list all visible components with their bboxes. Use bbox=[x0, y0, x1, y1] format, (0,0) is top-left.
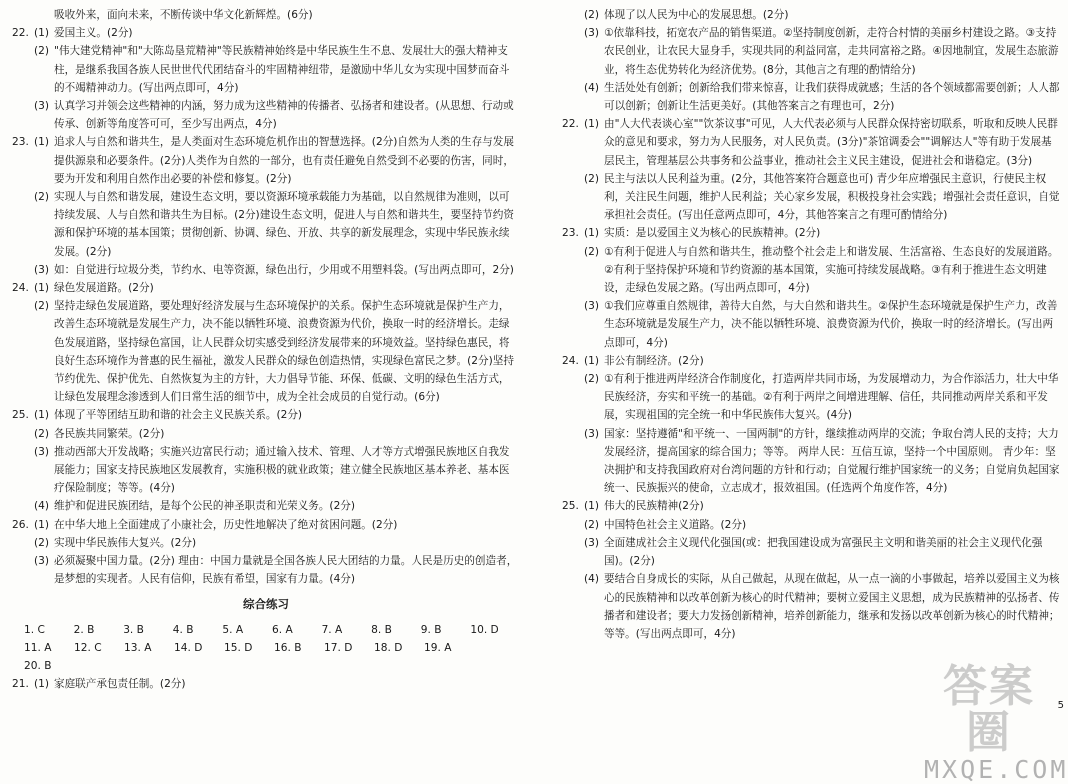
answer-item bbox=[12, 42, 520, 97]
answer-text: 维护和促进民族团结，是每个公民的神圣职责和光荣义务。(2分) bbox=[54, 500, 356, 513]
mc-answer: 19. A bbox=[424, 641, 452, 654]
sub-question-tag: (3) bbox=[34, 263, 50, 276]
sub-question-tag: (3) bbox=[584, 27, 600, 40]
mc-row bbox=[24, 639, 520, 657]
answer-item bbox=[12, 443, 520, 498]
question-number: 23. bbox=[12, 136, 29, 149]
watermark-logo bbox=[924, 661, 1068, 784]
answer-text: ①有利于推进两岸经济合作制度化，打造两岸共同市场，为发展增动力，为合作添活力，壮大中华民族经济，夯实和平统一的基础。②有利于两岸之间增进理解、信任，共同推动两岸关系和平发展，实现祖国的完全统一和中华民族伟大复兴。(4分) bbox=[604, 373, 1059, 422]
sub-question-tag: (2) bbox=[584, 245, 600, 258]
answer-text: 实质：是以爱国主义为核心的民族精神。(2分) bbox=[604, 227, 821, 240]
answer-item bbox=[562, 534, 1062, 570]
answer-item bbox=[12, 552, 520, 588]
question-number: 26. bbox=[12, 518, 29, 531]
sub-question-tag: (2) bbox=[584, 172, 600, 185]
mc-answer: 2. B bbox=[73, 623, 95, 636]
answer-item bbox=[12, 6, 520, 24]
answer-text: 体现了平等团结互助和谐的社会主义民族关系。(2分) bbox=[54, 409, 303, 422]
left-column bbox=[12, 6, 520, 693]
answer-item bbox=[562, 79, 1062, 115]
sub-question-tag: (3) bbox=[584, 536, 600, 549]
sub-question-tag: (1) bbox=[34, 678, 50, 691]
mc-answer: 18. D bbox=[374, 641, 403, 654]
sub-question-tag: (3) bbox=[584, 300, 600, 313]
question-number: 22. bbox=[12, 27, 29, 40]
answer-item bbox=[562, 370, 1062, 425]
sub-question-tag: (2) bbox=[34, 536, 50, 549]
sub-question-tag: (1) bbox=[584, 227, 600, 240]
mc-answer: 3. B bbox=[123, 623, 144, 636]
answer-text: 必须凝聚中国力量。(2分) 理由：中国力量就是全国各族人民大团结的力量。人民是历史的创造者，是梦想的实现者。人民有信仰，民族有希望，国家有力量。(4分) bbox=[54, 555, 518, 586]
sub-question-tag: (3) bbox=[34, 555, 50, 568]
answer-item bbox=[562, 425, 1062, 498]
multiple-choice-answers bbox=[12, 621, 520, 676]
mc-answer: 10. D bbox=[470, 623, 499, 636]
answer-text: 追求人与自然和谐共生，是人类面对生态环境危机作出的智慧选择。(2分)自然为人类的生存与发展提供源泉和必要条件。(2分)人类作为自然的一部分，也有责任避免自然受到不必要的伤害，同时，要为开发和利用自然作出必要的补偿和修复。(2分) bbox=[54, 136, 514, 185]
answer-text: 实现中华民族伟大复兴。(2分) bbox=[54, 536, 197, 549]
answer-text: 认真学习并领会这些精神的内涵，努力成为这些精神的传播者、弘扬者和建设者。(从思想、行动或传承、创新等角度答可可，至少写出两点，4分) bbox=[54, 100, 514, 131]
answer-text: 在中华大地上全面建成了小康社会，历史性地解决了绝对贫困问题。(2分) bbox=[54, 518, 398, 531]
answer-text: 由"人大代表谈心室""饮茶议事"可见，人大代表必须与人民群众保持密切联系，听取和反映人民群众的意见和要求，努力为人民服务，对人民负责。(3分)"茶馆调委会""调解达人"等有助于发展基层民主，管理基层公共事务和公益事业，推动社会主义民主建设，促进社会和谐稳定。(3分) bbox=[604, 118, 1058, 167]
sub-question-tag: (3) bbox=[34, 100, 50, 113]
mc-answer: 14. D bbox=[174, 641, 203, 654]
sub-question-tag: (1) bbox=[584, 118, 600, 131]
watermark-url: MXQE.COM bbox=[924, 755, 1068, 784]
answer-item bbox=[12, 279, 520, 297]
answer-item bbox=[562, 352, 1062, 370]
watermark-title: 答案圈 bbox=[943, 661, 1035, 758]
sub-question-tag: (1) bbox=[34, 27, 50, 40]
sub-question-tag: (2) bbox=[34, 427, 50, 440]
answer-item bbox=[12, 133, 520, 188]
question-number: 24. bbox=[12, 282, 29, 295]
answer-item bbox=[12, 425, 520, 443]
answer-item bbox=[562, 115, 1062, 170]
question-number: 21. bbox=[12, 678, 29, 691]
answer-item bbox=[562, 24, 1062, 79]
answer-text: 民主与法以人民利益为重。(2分，其他答案符合题意也可) 青少年应增强民主意识，行使民主权利，关注民生问题，维护人民利益；关心家乡发展，积极投身社会实践；增强社会责任意识，自觉承担社会责任。(写出任意两点即可，4分，其他答案言之有理可酌情给分) bbox=[604, 172, 1060, 222]
answer-text: ①我们应尊重自然规律，善待大自然，与大自然和谐共生。②保护生态环境就是保护生产力，改善生态环境就是发展生产力，决不能以牺牲环境、浪费资源为代价，换取一时的经济增长。(写出两点即可，4分) bbox=[604, 300, 1058, 349]
answer-item bbox=[562, 224, 1062, 242]
answer-text: 推动西部大开发战略；实施兴边富民行动；通过输入技术、管理、人才等方式增强民族地区自我发展能力；国家支持民族地区发展教育，实施积极的就业政策；建立健全民族地区基本养老、基本医疗保险制度；等等。(4分) bbox=[54, 445, 510, 495]
answer-text: 生活处处有创新；创新给我们带来惊喜，让我们获得成就感；生活的各个领域都需要创新；人人都可以创新；创新让生活更美好。(其他答案言之有理也可，2分) bbox=[604, 81, 1060, 113]
sub-question-tag: (2) bbox=[34, 191, 50, 204]
mc-row bbox=[24, 657, 520, 675]
answer-item bbox=[562, 170, 1062, 225]
answer-text: 中国特色社会主义道路。(2分) bbox=[604, 518, 747, 531]
answer-text: 要结合自身成长的实际，从自己做起，从现在做起，从一点一滴的小事做起，培养以爱国主义为核心的民族精神和以改革创新为核心的时代精神；要树立爱国主义思想，成为民族精神的弘扬者、传播者和建设者；要大力发扬创新精神，培养创新能力，继承和发扬以改革创新为核心的时代精神；等等。(写出两点即可，4分) bbox=[604, 573, 1060, 640]
answer-text: 全面建成社会主义现代化强国(或：把我国建设成为富强民主文明和谐美丽的社会主义现代化强国)。(2分) bbox=[604, 536, 1043, 568]
sub-question-tag: (1) bbox=[584, 354, 600, 367]
answer-text: 体现了以人民为中心的发展思想。(2分) bbox=[604, 9, 789, 21]
answer-item bbox=[562, 497, 1062, 515]
sub-question-tag: (1) bbox=[34, 409, 50, 422]
sub-question-tag: (4) bbox=[584, 573, 600, 586]
question-number: 24. bbox=[562, 354, 579, 367]
sub-question-tag: (1) bbox=[34, 282, 50, 295]
answer-item bbox=[12, 188, 520, 261]
answer-item bbox=[12, 534, 520, 552]
answer-item bbox=[562, 297, 1062, 352]
answer-item bbox=[12, 297, 520, 406]
answer-item bbox=[12, 97, 520, 133]
answer-text: 爱国主义。(2分) bbox=[54, 27, 133, 40]
section-title: 综合练习 bbox=[243, 596, 289, 611]
mc-answer: 6. A bbox=[271, 623, 293, 636]
sub-question-tag: (4) bbox=[34, 500, 50, 513]
answer-item bbox=[12, 497, 520, 515]
sub-question-tag: (1) bbox=[34, 518, 50, 531]
answer-text: 非公有制经济。(2分) bbox=[604, 354, 704, 367]
mc-row bbox=[24, 621, 520, 639]
answer-text: ①有利于促进人与自然和谐共生，推动整个社会走上和谐发展、生活富裕、生态良好的发展道路。②有利于坚持保护环境和节约资源的基本国策，实施可持续发展战略。③有利于推进生态文明建设，走绿色发展之路。(写出两点即可，4分) bbox=[604, 245, 1059, 295]
mc-answer: 9. B bbox=[420, 623, 442, 636]
question-number: 23. bbox=[562, 227, 579, 240]
answer-item bbox=[562, 6, 1062, 24]
mc-answer: 20. B bbox=[24, 660, 52, 673]
mc-answer: 1. C bbox=[24, 623, 45, 636]
page-number: 5 bbox=[1057, 700, 1064, 711]
question-number: 25. bbox=[562, 500, 579, 513]
answer-item bbox=[562, 516, 1062, 534]
sub-question-tag: (4) bbox=[584, 81, 600, 94]
answer-item bbox=[12, 261, 520, 279]
answer-text: 家庭联产承包责任制。(2分) bbox=[54, 678, 186, 691]
answer-item bbox=[12, 24, 520, 42]
mc-answer: 15. D bbox=[224, 641, 253, 654]
answer-text: 如：自觉进行垃圾分类，节约水、电等资源，绿色出行，少用或不用塑料袋。(写出两点即可，2分) bbox=[54, 263, 514, 276]
mc-answer: 4. B bbox=[172, 623, 194, 636]
mc-answer: 12. C bbox=[74, 641, 102, 654]
answer-item bbox=[562, 570, 1062, 643]
answer-text: 各民族共同繁荣。(2分) bbox=[54, 427, 165, 440]
sub-question-tag: (3) bbox=[584, 427, 600, 440]
right-column bbox=[562, 6, 1062, 643]
answer-text: ①依靠科技，拓宽农产品的销售渠道。②坚持制度创新，走符合村情的美丽乡村建设之路。③支持农民创业，让农民大显身手，实现共同的利益同富，走共同富裕之路。④因地制宜，发展生态旅游业，将生态优势转化为经济优势。(8分，其他言之有理的酌情给分) bbox=[604, 27, 1059, 76]
sub-question-tag: (1) bbox=[584, 500, 600, 513]
question-number: 22. bbox=[562, 118, 579, 131]
answer-text: 坚持走绿色发展道路，要处理好经济发展与生态环境保护的关系。保护生态环境就是保护生产力，改善生态环境就是发展生产力，决不能以牺牲环境、浪费资源为代价，换取一时的经济增长。走绿色发展道路，坚持绿色富国，让人民群众切实感受到经济发展带来的环境效益。坚持绿色惠民，将良好生态环境作为普惠的民生福祉，激发人民群众的绿色创造热情，实现绿色富民之梦。(2分)坚持节约优先、保护优先、自然恢复为主的方针，大力倡导节能、环保、低碳、文明的绿色生活方式，让绿色发展理念渗透到人们日常生活的细节中，成为全社会成员的自觉行动。(6分) bbox=[54, 300, 514, 404]
sub-question-tag: (2) bbox=[34, 45, 50, 58]
answer-text: 实现人与自然和谐发展，建设生态文明，要以资源环境承载能力为基础，以自然规律为准则，以可持续发展、人与自然和谐共生为目标。(2分)建设生态文明，促进人与自然和谐共生，要坚持节约资源和保护环境的基本国策；贯彻创新、协调、绿色、开放、共享的新发展理念，实现中华民族永续发展。(2分) bbox=[54, 191, 514, 258]
answer-text: "伟大建党精神"和"大陈岛垦荒精神"等民族精神始终是中华民族生生不息、发展壮大的强大精神支柱，是继系我国各族人民世世代代团结奋斗的牢固精神纽带，是激励中华儿女为实现中国梦而奋斗的不竭精神动力。(写出两点即可，4分) bbox=[54, 45, 510, 94]
answer-item bbox=[12, 516, 520, 534]
sub-question-tag: (2) bbox=[584, 518, 600, 531]
sub-question-tag: (2) bbox=[34, 300, 50, 313]
mc-answer: 5. A bbox=[222, 623, 244, 636]
mc-answer: 13. A bbox=[124, 641, 152, 654]
answer-text: 伟大的民族精神(2分) bbox=[604, 500, 704, 513]
answer-item bbox=[562, 243, 1062, 298]
mc-answer: 11. A bbox=[24, 641, 52, 654]
sub-question-tag: (2) bbox=[584, 9, 600, 21]
answer-text: 国家：坚持遵循"和平统一、一国两制"的方针，继续推动两岸的交流；争取台湾人民的支持；大力发展经济，提高国家的综合国力；等等。 两岸人民：互信互谅，坚持一个中国原则。 青少年：坚决拥护和支持我国政府对台湾问题的方针和行动；自觉履行维护国家统一的义务；自觉肩负起国家统一、民族振兴的使命，立志成才，报效祖国。(任选两个角度作答，4分) bbox=[604, 427, 1060, 495]
mc-answer: 17. D bbox=[324, 641, 353, 654]
answer-item bbox=[12, 406, 520, 424]
sub-question-tag: (3) bbox=[34, 445, 50, 458]
mc-answer: 16. B bbox=[274, 641, 302, 654]
sub-question-tag: (2) bbox=[584, 373, 600, 386]
mc-answer: 7. A bbox=[321, 623, 343, 636]
answer-text: 绿色发展道路。(2分) bbox=[54, 282, 154, 295]
answer-text: 吸收外来，面向未来，不断传谈中华文化新辉煌。(6分) bbox=[54, 9, 313, 21]
question-number: 25. bbox=[12, 409, 29, 422]
mc-answer: 8. B bbox=[371, 623, 392, 636]
sub-question-tag: (1) bbox=[34, 136, 50, 149]
answer-item bbox=[12, 675, 520, 693]
